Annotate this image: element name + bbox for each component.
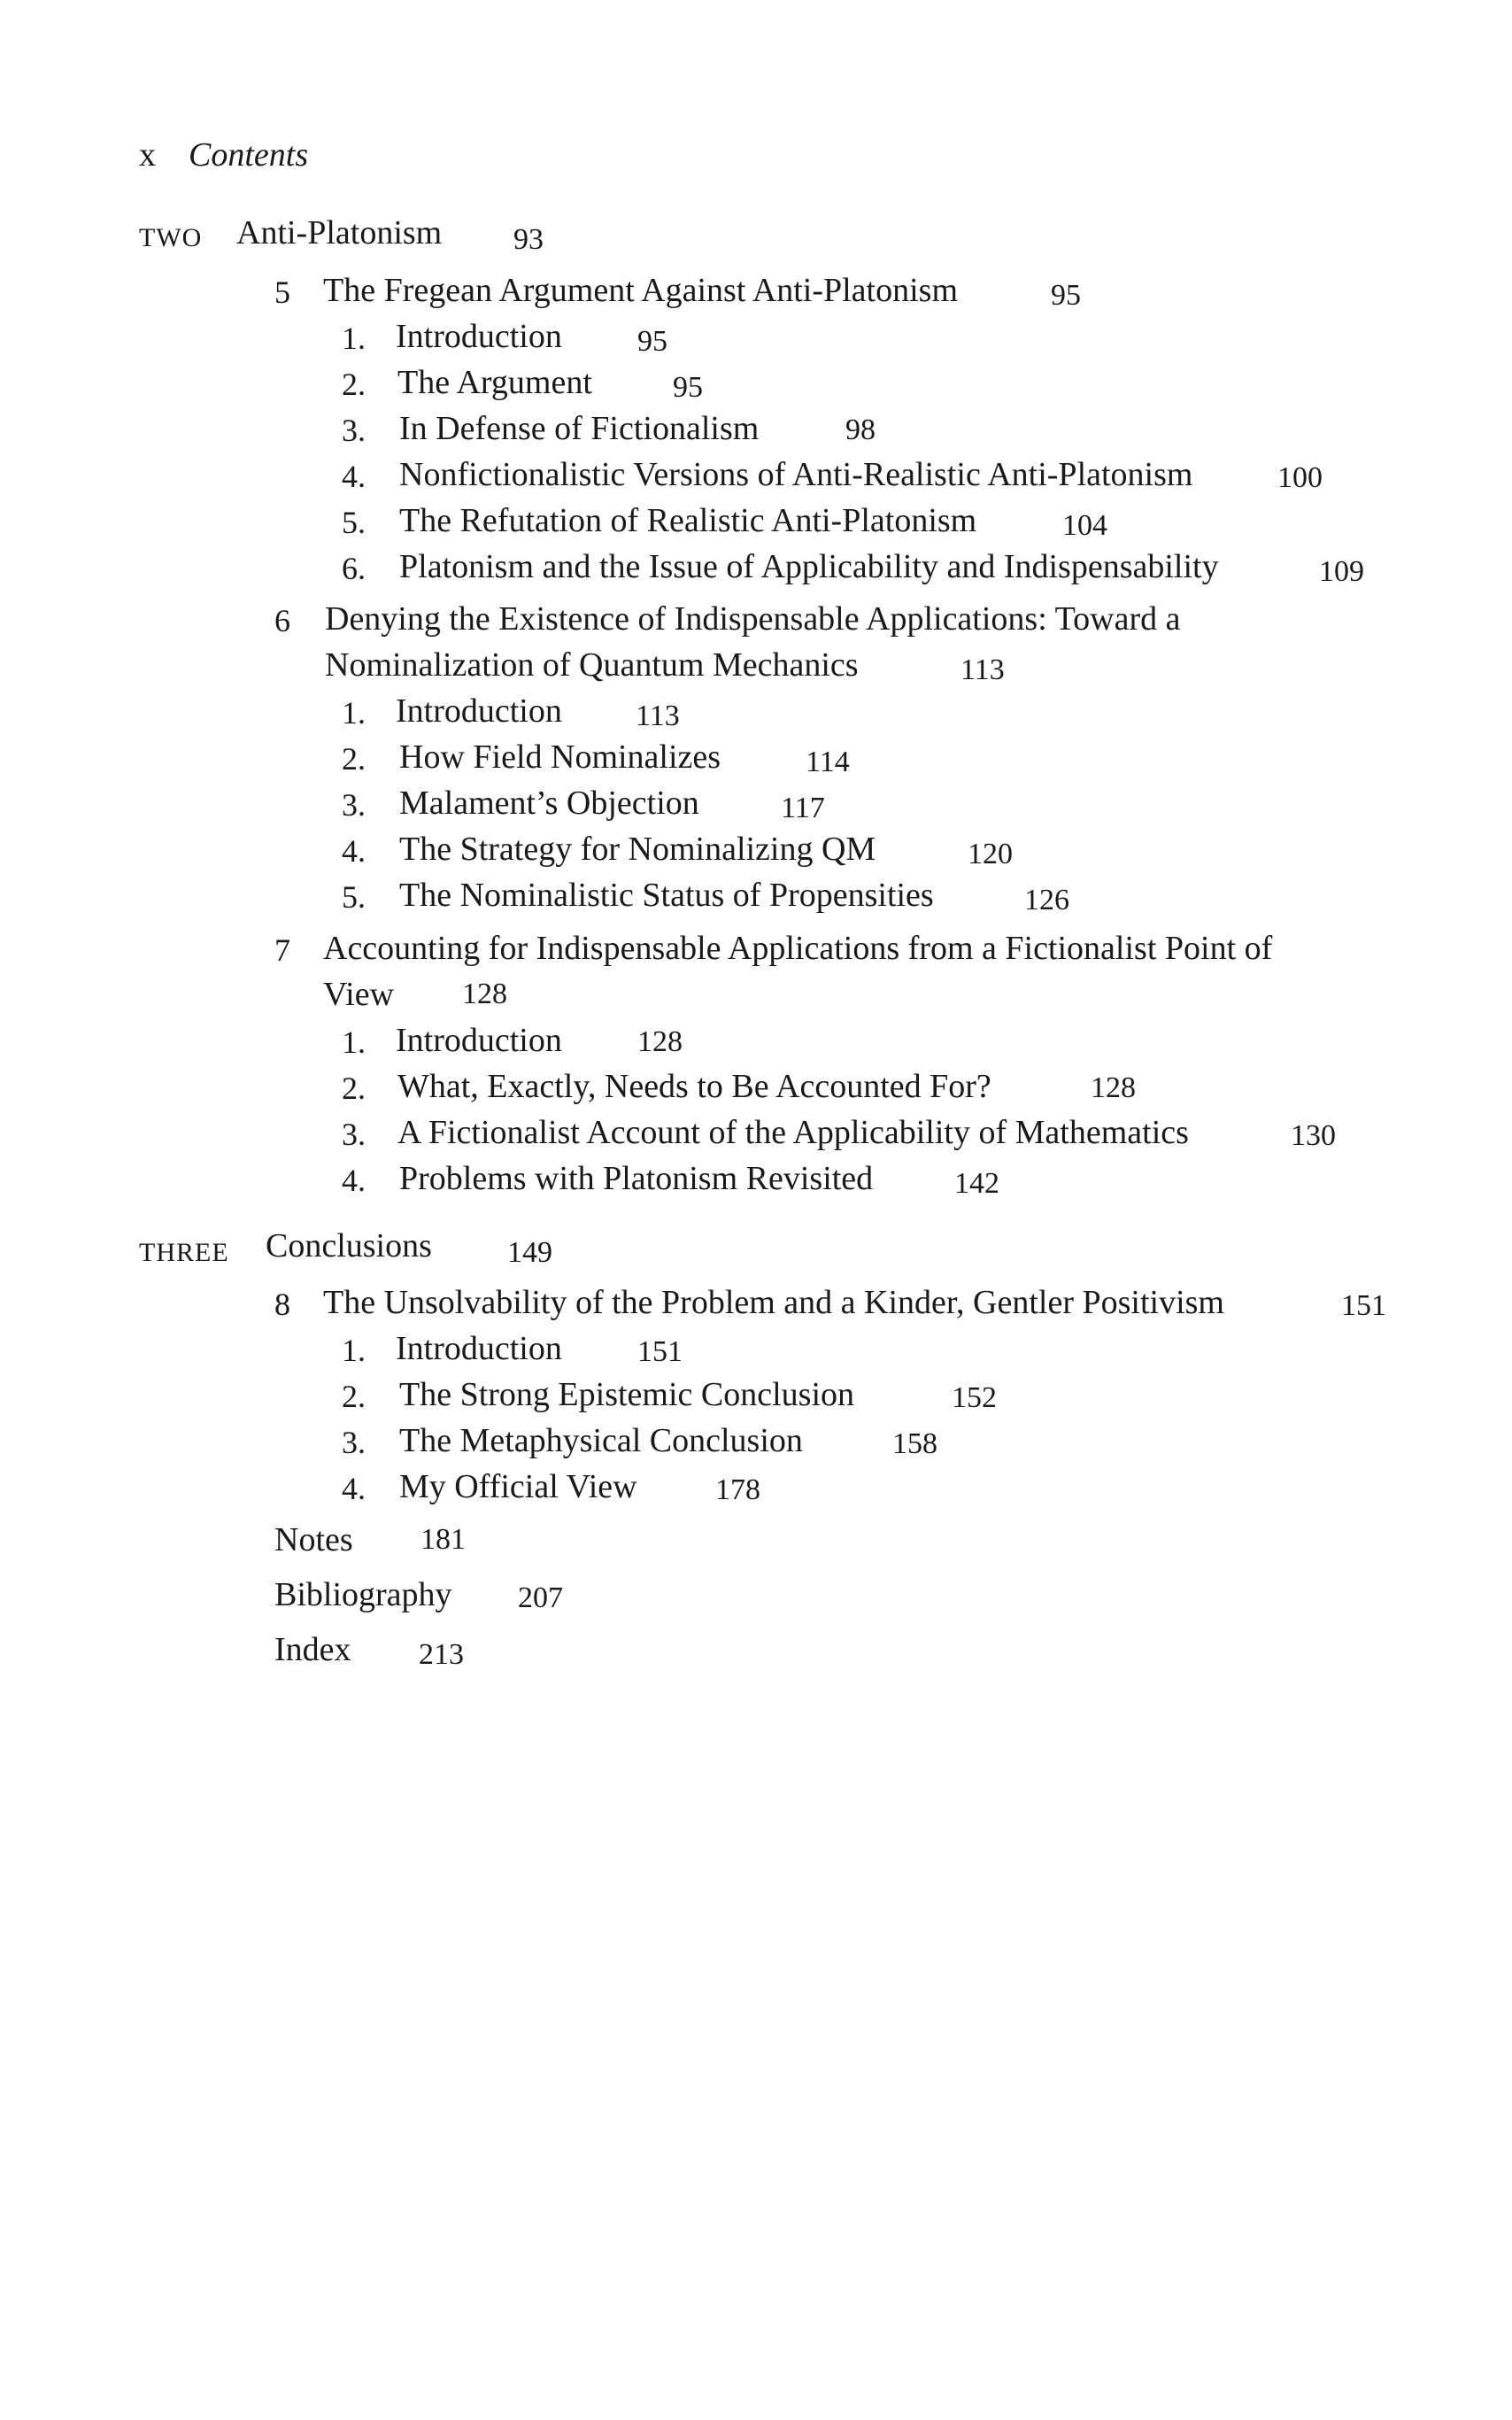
section-page: 95 [637, 325, 667, 358]
section-page: 120 [968, 838, 1013, 870]
section-number: 3. [342, 1425, 366, 1460]
section-title: The Refutation of Realistic Anti-Platonism [399, 502, 977, 539]
section-title: Introduction [396, 692, 562, 730]
section-title: My Official View [399, 1468, 637, 1505]
section-title: Nonfictionalistic Versions of Anti-Realistic Anti-Platonism [399, 456, 1193, 493]
section-page: 98 [845, 414, 876, 446]
part-title: Conclusions [266, 1227, 432, 1264]
chapter-number: 7 [274, 932, 290, 968]
section-title: What, Exactly, Needs to Be Accounted For? [397, 1068, 991, 1105]
section-number: 1. [342, 321, 366, 356]
section-number: 2. [342, 367, 366, 402]
section-page: 117 [781, 792, 825, 824]
back-matter-page: 181 [420, 1523, 466, 1556]
section-number: 2. [342, 1071, 366, 1106]
chapter-number: 8 [274, 1287, 290, 1322]
section-number: 4. [342, 1471, 366, 1506]
chapter-title: The Unsolvability of the Problem and a Kinder, Gentler Positivism [323, 1284, 1224, 1321]
section-number: 4. [342, 1163, 366, 1198]
section-page: 158 [892, 1427, 937, 1460]
section-title: Malament’s Objection [399, 785, 699, 822]
section-title: Introduction [396, 1330, 562, 1367]
chapter-page: 113 [960, 653, 1005, 686]
section-number: 3. [342, 1117, 366, 1152]
section-page: 128 [1091, 1071, 1136, 1104]
section-title: The Strong Epistemic Conclusion [399, 1376, 855, 1413]
section-page: 104 [1062, 509, 1107, 542]
section-title: How Field Nominalizes [399, 738, 721, 776]
section-title: The Strategy for Nominalizing QM [399, 831, 876, 868]
chapter-number: 5 [274, 274, 290, 310]
section-page: 128 [637, 1025, 683, 1058]
chapter-page: 95 [1051, 279, 1081, 312]
chapter-page: 128 [462, 978, 507, 1010]
section-title: In Defense of Fictionalism [399, 410, 760, 447]
chapter-title: The Fregean Argument Against Anti-Platonism [323, 272, 959, 309]
section-title: Introduction [396, 318, 562, 355]
section-page: 178 [715, 1473, 760, 1506]
section-title: A Fictionalist Account of the Applicability of Mathematics [397, 1114, 1189, 1151]
section-page: 151 [637, 1335, 683, 1368]
section-page: 130 [1291, 1119, 1336, 1152]
section-title: The Metaphysical Conclusion [399, 1422, 803, 1459]
section-number: 1. [342, 695, 366, 731]
section-number: 2. [342, 1379, 366, 1414]
part-page: 93 [513, 223, 544, 256]
section-page: 152 [952, 1381, 997, 1414]
section-page: 95 [673, 371, 703, 404]
chapter-number: 6 [274, 603, 290, 638]
chapter-title: Denying the Existence of Indispensable Applications: Toward a [325, 600, 1181, 638]
section-title: The Argument [397, 364, 592, 401]
section-number: 3. [342, 413, 366, 448]
section-number: 5. [342, 505, 366, 540]
section-title: Problems with Platonism Revisited [399, 1160, 874, 1197]
section-page: 142 [954, 1167, 999, 1200]
running-title: Contents [189, 136, 309, 174]
section-title: The Nominalistic Status of Propensities [399, 877, 934, 914]
section-page: 113 [636, 700, 680, 732]
section-number: 1. [342, 1333, 366, 1368]
part-label: THREE [139, 1238, 229, 1267]
back-matter-title: Notes [274, 1521, 353, 1558]
chapter-title-continued: View [323, 976, 395, 1013]
part-label: TWO [139, 223, 203, 252]
back-matter-page: 213 [419, 1638, 464, 1671]
section-title: Platonism and the Issue of Applicability and Indispensability [399, 548, 1219, 585]
section-page: 126 [1024, 884, 1069, 916]
section-number: 4. [342, 833, 366, 869]
section-page: 100 [1277, 461, 1323, 494]
chapter-page: 151 [1341, 1289, 1386, 1322]
chapter-title: Accounting for Indispensable Applications from a Fictionalist Point of [323, 930, 1273, 967]
part-title: Anti-Platonism [236, 214, 443, 251]
section-number: 2. [342, 741, 366, 777]
part-page: 149 [507, 1236, 552, 1269]
section-number: 1. [342, 1024, 366, 1060]
section-number: 5. [342, 879, 366, 915]
section-title: Introduction [396, 1022, 562, 1059]
section-number: 4. [342, 459, 366, 494]
back-matter-title: Bibliography [274, 1576, 452, 1613]
page-folio: x [139, 136, 156, 174]
chapter-title-continued: Nominalization of Quantum Mechanics [325, 646, 859, 684]
back-matter-title: Index [274, 1631, 351, 1668]
section-page: 114 [806, 746, 850, 778]
section-number: 6. [342, 551, 366, 586]
section-page: 109 [1319, 555, 1364, 588]
back-matter-page: 207 [518, 1581, 563, 1614]
section-number: 3. [342, 787, 366, 823]
